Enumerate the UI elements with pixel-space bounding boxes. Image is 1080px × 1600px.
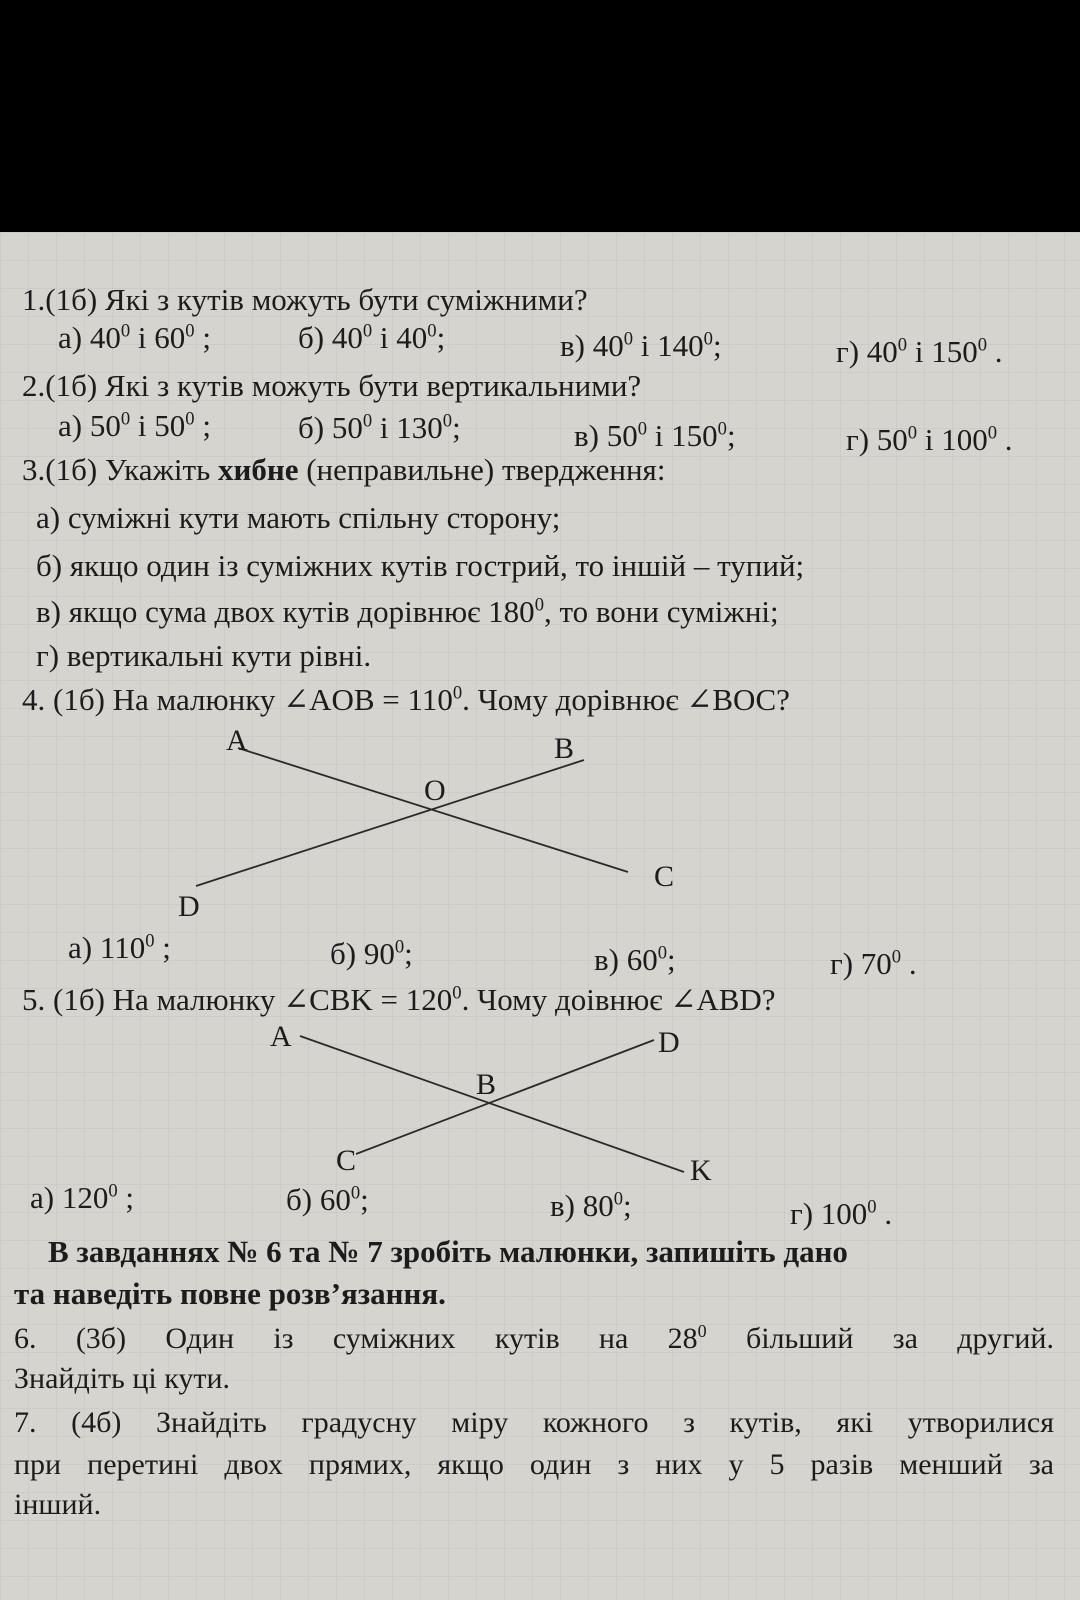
q4-option-c: в) $60^0$; <box>594 942 676 977</box>
q5-label-d: D <box>658 1026 680 1059</box>
q5-label-a: A <box>270 1020 292 1053</box>
q4-line-db <box>196 760 584 886</box>
q5-line-ak <box>300 1036 684 1172</box>
q3-title: 3.(1б) Укажіть хибне (неправильне) твердження: <box>22 452 666 487</box>
q2-option-d: г) $50^0$ і $100^0$ . <box>846 422 1013 457</box>
q1-option-c: в) $40^0$ і $140^0$; <box>560 328 722 363</box>
q5-option-d: г) $100^0$ . <box>790 1196 893 1231</box>
q7-line-2: при перетині двох прямих, якщо один з них у 5 разів менший за <box>14 1448 1054 1481</box>
q3-bold-word: хибне <box>217 452 299 487</box>
q4-label-c: C <box>654 860 675 893</box>
q4-label-a: A <box>226 724 248 757</box>
q5-option-b: б) $60^0$; <box>286 1182 369 1217</box>
q4-label-d: D <box>178 890 200 923</box>
q4-option-b: б) $90^0$; <box>330 936 413 971</box>
q5-title: 5. (1б) На малюнку ∠CBK = $120^0$. Чому доівнює ∠ABD? <box>22 982 776 1017</box>
q4-label-b: B <box>554 732 575 765</box>
q1-option-b: б) $40^0$ і $40^0$; <box>298 320 446 355</box>
q1-option-a: а) $40^0$ і $60^0$ ; <box>58 320 211 355</box>
q5-label-k: K <box>690 1154 712 1187</box>
q5-label-b: B <box>476 1068 497 1101</box>
q6-line-2: Знайдіть ці кути. <box>14 1362 231 1395</box>
q5-option-a: а) $120^0$ ; <box>30 1180 135 1215</box>
q1-prefix: 1.(1б) <box>22 282 105 317</box>
q2-question: Які з кутів можуть бути вертикальними? <box>104 368 642 403</box>
q4-title: 4. (1б) На малюнку ∠AOB = $110^0$. Чому дорівнює ∠BOC? <box>22 682 790 717</box>
instruction-line-2: та наведіть повне розв’язання. <box>14 1276 446 1311</box>
q2-option-c: в) $50^0$ і $150^0$; <box>574 418 736 453</box>
q7-line-1: 7. (4б) Знайдіть градусну міру кожного з кутів, які утворилися <box>14 1406 1054 1439</box>
instruction-line-1: В завданнях № 6 та № 7 зробіть малюнки, запишіть дано <box>48 1234 848 1269</box>
q3-statement-a: а) суміжні кути мають спільну сторону; <box>36 500 561 535</box>
q5-line-cd <box>356 1040 654 1154</box>
q4-option-a: а) $110^0$ ; <box>68 930 171 965</box>
q1-question: Які з кутів можуть бути суміжними? <box>104 282 588 317</box>
q4-option-d: г) $70^0$ . <box>830 946 917 981</box>
q3-statement-c: в) якщо сума двох кутів дорівнює $180^0$, то вони суміжні; <box>36 594 779 629</box>
q3-statement-b: б) якщо один із суміжних кутів гострий, то іншій – тупий; <box>36 548 805 583</box>
q7-line-3: інший. <box>14 1488 102 1521</box>
q4-label-o: O <box>424 774 446 807</box>
q6-line-1: 6. (3б) Один із суміжних кутів на $28^0$ більший за другий. <box>14 1321 1054 1355</box>
q2-prefix: 2.(1б) <box>22 368 105 403</box>
worksheet <box>0 232 1080 1600</box>
q5-label-c: C <box>336 1144 357 1177</box>
q1-option-d: г) $40^0$ і $150^0$ . <box>836 334 1003 369</box>
q5-option-c: в) $80^0$; <box>550 1188 632 1223</box>
q2-option-b: б) $50^0$ і $130^0$; <box>298 410 461 445</box>
q2-option-a: а) $50^0$ і $50^0$ ; <box>58 408 211 443</box>
q3-statement-d: г) вертикальні кути рівні. <box>36 638 372 673</box>
